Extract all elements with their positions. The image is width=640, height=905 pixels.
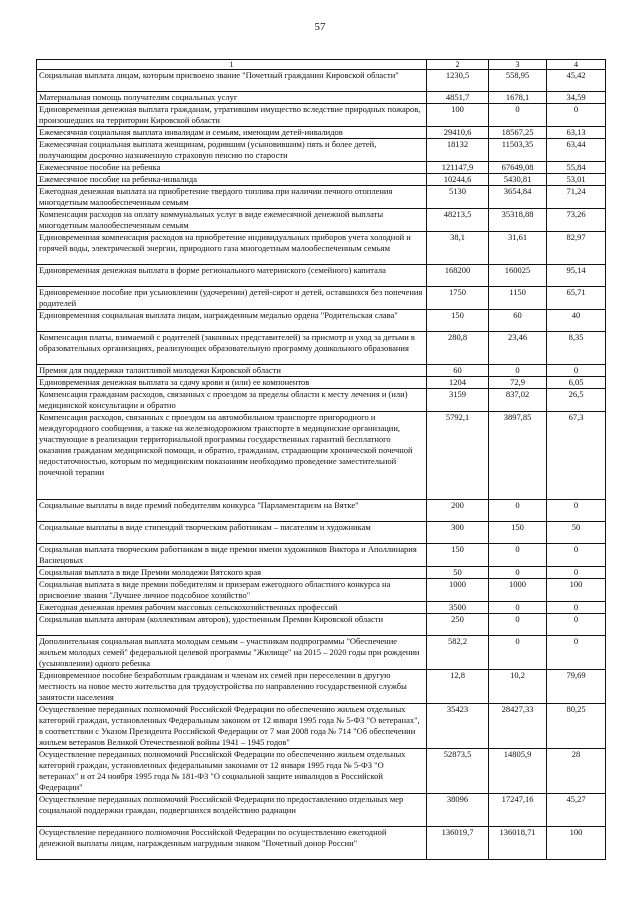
row-name-cell: Осуществление переданных полномочий Российской Федерации по обеспечению жильем отдельных категорий граждан, установленных Федеральным законом от 12 января 1995 года № 5-ФЗ "О ветеранах", в соответствии с Указом Президента Российской Федерации от 7 мая 2008 года № 714 "Об обеспечении жильем ветеранов Великой Отечественной войны 1941 – 1945 годов" <box>37 704 427 749</box>
column-header-1: 1 <box>37 60 427 70</box>
row-plan-cell: 280,8 <box>427 332 489 365</box>
row-plan-cell: 50 <box>427 567 489 579</box>
row-fact-cell: 14805,9 <box>489 749 547 794</box>
row-name-cell: Единовременная денежная выплата в форме регионального материнского (семейного) капитала <box>37 265 427 287</box>
row-name-cell: Осуществление переданных полномочий Российской Федерации по обеспечению жильем отдельных категорий граждан, установленных федеральными законами от 12 января 1995 года № 5-ФЗ "О ветеранах" и от 24 ноября 1995 года № 181-ФЗ "О социальной защите инвалидов в Российской Федерации" <box>37 749 427 794</box>
row-percent-cell: 50 <box>547 522 606 544</box>
row-name-cell: Осуществление переданного полномочия Российской Федерации по осуществлению ежегодной денежной выплаты лицам, награжденным нагрудным знаком "Почетный донор России" <box>37 827 427 860</box>
row-percent-cell: 63,44 <box>547 139 606 162</box>
table-row <box>37 389 606 412</box>
row-plan-cell: 52873,5 <box>427 749 489 794</box>
row-fact-cell: 0 <box>489 602 547 614</box>
report-table <box>36 59 606 860</box>
row-fact-cell: 60 <box>489 310 547 332</box>
row-plan-cell: 38,1 <box>427 232 489 265</box>
row-name-cell: Компенсация платы, взимаемой с родителей (законных представителей) за присмотр и уход за детьми в образовательных организациях, реализующих образовательную программу дошкольного образования <box>37 332 427 365</box>
row-percent-cell: 28 <box>547 749 606 794</box>
table-row <box>37 92 606 104</box>
row-percent-cell: 8,35 <box>547 332 606 365</box>
row-percent-cell: 0 <box>547 602 606 614</box>
table-row <box>37 636 606 670</box>
row-plan-cell: 60 <box>427 365 489 377</box>
row-name-cell: Материальная помощь получателям социальных услуг <box>37 92 427 104</box>
table-body <box>37 70 606 860</box>
row-name-cell: Компенсация расходов на оплату коммунальных услуг в виде ежемесячной денежной выплаты многодетным малообеспеченным семьям <box>37 209 427 232</box>
row-name-cell: Ежемесячное пособие на ребенка-инвалида <box>37 174 427 186</box>
row-name-cell: Компенсация расходов, связанных с проездом на автомобильном транспорте пригородного и междугородного сообщения, а также на железнодорожном транспорте в медицинские организации, участвующие в реализации территориальной программы государственных гарантий бесплатного оказания гражданам медицинской помощи, и обратно, гражданам, страдающим хронической почечной недостаточностью, которым по медицинским показаниям необходимо проведение заместительной почечной терапии <box>37 412 427 500</box>
table-row <box>37 70 606 92</box>
row-percent-cell: 0 <box>547 544 606 567</box>
row-plan-cell: 1204 <box>427 377 489 389</box>
row-fact-cell: 0 <box>489 365 547 377</box>
row-plan-cell: 3500 <box>427 602 489 614</box>
row-name-cell: Дополнительная социальная выплата молодым семьям – участникам подпрограммы "Обеспечение жильем молодых семей" федеральной целевой программы "Жилище" на 2015 – 2020 годы при рождении (усыновлении) одного ребенка <box>37 636 427 670</box>
row-percent-cell: 0 <box>547 567 606 579</box>
row-percent-cell: 45,42 <box>547 70 606 92</box>
table-row <box>37 500 606 522</box>
row-percent-cell: 45,27 <box>547 794 606 827</box>
row-plan-cell: 3159 <box>427 389 489 412</box>
table-row <box>37 265 606 287</box>
row-plan-cell: 48213,5 <box>427 209 489 232</box>
table-row <box>37 827 606 860</box>
row-name-cell: Ежемесячная социальная выплата инвалидам и семьям, имеющим детей-инвалидов <box>37 127 427 139</box>
table-row <box>37 232 606 265</box>
row-percent-cell: 0 <box>547 614 606 636</box>
row-fact-cell: 558,95 <box>489 70 547 92</box>
row-percent-cell: 34,59 <box>547 92 606 104</box>
table-row <box>37 794 606 827</box>
row-percent-cell: 73,26 <box>547 209 606 232</box>
table-row <box>37 412 606 500</box>
table-row <box>37 544 606 567</box>
row-percent-cell: 79,69 <box>547 670 606 704</box>
row-fact-cell: 5430,81 <box>489 174 547 186</box>
row-fact-cell: 0 <box>489 614 547 636</box>
row-fact-cell: 0 <box>489 567 547 579</box>
row-name-cell: Социальная выплата творческим работникам в виде премии имени художников Виктора и Аполлинария Васнецовых <box>37 544 427 567</box>
row-plan-cell: 29410,6 <box>427 127 489 139</box>
row-fact-cell: 72,9 <box>489 377 547 389</box>
row-plan-cell: 10244,6 <box>427 174 489 186</box>
table-row <box>37 162 606 174</box>
column-header-2: 2 <box>427 60 489 70</box>
row-percent-cell: 55,84 <box>547 162 606 174</box>
table-row <box>37 139 606 162</box>
row-name-cell: Единовременное пособие безработным гражданам и членам их семей при переселении в другую местность на новое место жительства для трудоустройства по направлению государственной службы занятости населения <box>37 670 427 704</box>
row-percent-cell: 40 <box>547 310 606 332</box>
row-percent-cell: 0 <box>547 365 606 377</box>
row-name-cell: Единовременная денежная выплата гражданам, утратившим имущество вследствие природных пожаров, произошедших на территории Кировской области <box>37 104 427 127</box>
row-name-cell: Ежегодная денежная выплата на приобретение твердого топлива при наличии печного отопления многодетным малообеспеченным семьям <box>37 186 427 209</box>
table-row <box>37 614 606 636</box>
row-plan-cell: 1000 <box>427 579 489 602</box>
row-percent-cell: 100 <box>547 827 606 860</box>
row-plan-cell: 5792,1 <box>427 412 489 500</box>
row-fact-cell: 23,46 <box>489 332 547 365</box>
table-row <box>37 377 606 389</box>
row-plan-cell: 5130 <box>427 186 489 209</box>
row-name-cell: Ежегодная денежная премия рабочим массовых сельскохозяйственных профессий <box>37 602 427 614</box>
header-row <box>37 60 606 70</box>
row-fact-cell: 3654,84 <box>489 186 547 209</box>
row-plan-cell: 1750 <box>427 287 489 310</box>
table-row <box>37 749 606 794</box>
row-plan-cell: 35423 <box>427 704 489 749</box>
row-plan-cell: 150 <box>427 544 489 567</box>
row-name-cell: Единовременная денежная выплата за сдачу крови и (или) ее компонентов <box>37 377 427 389</box>
row-name-cell: Ежемесячное пособие на ребенка <box>37 162 427 174</box>
row-fact-cell: 0 <box>489 104 547 127</box>
column-header-4: 4 <box>547 60 606 70</box>
row-fact-cell: 28427,33 <box>489 704 547 749</box>
row-plan-cell: 38096 <box>427 794 489 827</box>
row-plan-cell: 4851,7 <box>427 92 489 104</box>
row-fact-cell: 136018,71 <box>489 827 547 860</box>
row-fact-cell: 1000 <box>489 579 547 602</box>
row-fact-cell: 17247,16 <box>489 794 547 827</box>
row-fact-cell: 3897,85 <box>489 412 547 500</box>
table-row <box>37 704 606 749</box>
row-percent-cell: 53,01 <box>547 174 606 186</box>
row-plan-cell: 1230,5 <box>427 70 489 92</box>
row-fact-cell: 0 <box>489 544 547 567</box>
table-row <box>37 209 606 232</box>
table-row <box>37 567 606 579</box>
row-fact-cell: 0 <box>489 636 547 670</box>
row-fact-cell: 67649,08 <box>489 162 547 174</box>
row-name-cell: Социальная выплата авторам (коллективам авторов), удостоенным Премии Кировской области <box>37 614 427 636</box>
row-fact-cell: 160025 <box>489 265 547 287</box>
row-name-cell: Социальная выплата лицам, которым присвоено звание "Почетный гражданин Кировской области" <box>37 70 427 92</box>
column-header-3: 3 <box>489 60 547 70</box>
row-percent-cell: 67,3 <box>547 412 606 500</box>
row-percent-cell: 63,13 <box>547 127 606 139</box>
row-percent-cell: 26,5 <box>547 389 606 412</box>
table-row <box>37 127 606 139</box>
row-name-cell: Осуществление переданных полномочий Российской Федерации по предоставлению отдельных мер социальной поддержки граждан, подвергшихся воздействию радиации <box>37 794 427 827</box>
row-name-cell: Единовременное пособие при усыновлении (удочерении) детей-сирот и детей, оставшихся без попечения родителей <box>37 287 427 310</box>
row-name-cell: Социальная выплата в виде премии победителям и призерам ежегодного областного конкурса на присвоение звания "Лучшее личное подсобное хозяйство" <box>37 579 427 602</box>
row-name-cell: Премия для поддержки талантливой молодежи Кировской области <box>37 365 427 377</box>
row-percent-cell: 82,97 <box>547 232 606 265</box>
row-percent-cell: 0 <box>547 104 606 127</box>
row-plan-cell: 18132 <box>427 139 489 162</box>
table-row <box>37 186 606 209</box>
row-plan-cell: 582,2 <box>427 636 489 670</box>
row-fact-cell: 11503,35 <box>489 139 547 162</box>
table-row <box>37 287 606 310</box>
row-name-cell: Социальная выплата в виде Премии молодежи Вятского края <box>37 567 427 579</box>
table-row <box>37 104 606 127</box>
row-fact-cell: 31,61 <box>489 232 547 265</box>
row-fact-cell: 1678,1 <box>489 92 547 104</box>
row-percent-cell: 65,71 <box>547 287 606 310</box>
row-percent-cell: 100 <box>547 579 606 602</box>
row-name-cell: Ежемесячная социальная выплата женщинам, родившим (усыновившим) пять и более детей, получающим досрочно назначенную страховую пенсию по старости <box>37 139 427 162</box>
table-row <box>37 310 606 332</box>
row-plan-cell: 12,8 <box>427 670 489 704</box>
row-plan-cell: 121147,9 <box>427 162 489 174</box>
row-plan-cell: 100 <box>427 104 489 127</box>
row-percent-cell: 0 <box>547 500 606 522</box>
row-plan-cell: 136019,7 <box>427 827 489 860</box>
table-row <box>37 174 606 186</box>
row-percent-cell: 95,14 <box>547 265 606 287</box>
row-name-cell: Социальные выплаты в виде стипендий творческим работникам – писателям и художникам <box>37 522 427 544</box>
row-percent-cell: 71,24 <box>547 186 606 209</box>
table-row <box>37 522 606 544</box>
row-fact-cell: 10,2 <box>489 670 547 704</box>
row-fact-cell: 150 <box>489 522 547 544</box>
table-row <box>37 365 606 377</box>
row-name-cell: Единовременная социальная выплата лицам, награжденным медалью ордена "Родительская слава" <box>37 310 427 332</box>
row-name-cell: Социальные выплаты в виде премий победителям конкурса "Парламентаризм на Вятке" <box>37 500 427 522</box>
row-fact-cell: 35318,88 <box>489 209 547 232</box>
row-plan-cell: 250 <box>427 614 489 636</box>
page-number: 57 <box>314 21 326 33</box>
row-percent-cell: 6,05 <box>547 377 606 389</box>
row-plan-cell: 200 <box>427 500 489 522</box>
row-plan-cell: 150 <box>427 310 489 332</box>
row-plan-cell: 300 <box>427 522 489 544</box>
row-fact-cell: 1150 <box>489 287 547 310</box>
row-name-cell: Единовременная компенсация расходов на приобретение индивидуальных приборов учета холодной и горячей воды, электрической энергии, природного газа многодетным малообеспеченным семьям <box>37 232 427 265</box>
row-fact-cell: 18567,25 <box>489 127 547 139</box>
row-percent-cell: 80,25 <box>547 704 606 749</box>
row-plan-cell: 168200 <box>427 265 489 287</box>
table-row <box>37 602 606 614</box>
table-row <box>37 579 606 602</box>
row-fact-cell: 0 <box>489 500 547 522</box>
row-percent-cell: 0 <box>547 636 606 670</box>
row-fact-cell: 837,02 <box>489 389 547 412</box>
table-row <box>37 670 606 704</box>
table-row <box>37 332 606 365</box>
row-name-cell: Компенсация гражданам расходов, связанных с проездом за пределы области к месту лечения и (или) медицинской консультации и обратно <box>37 389 427 412</box>
